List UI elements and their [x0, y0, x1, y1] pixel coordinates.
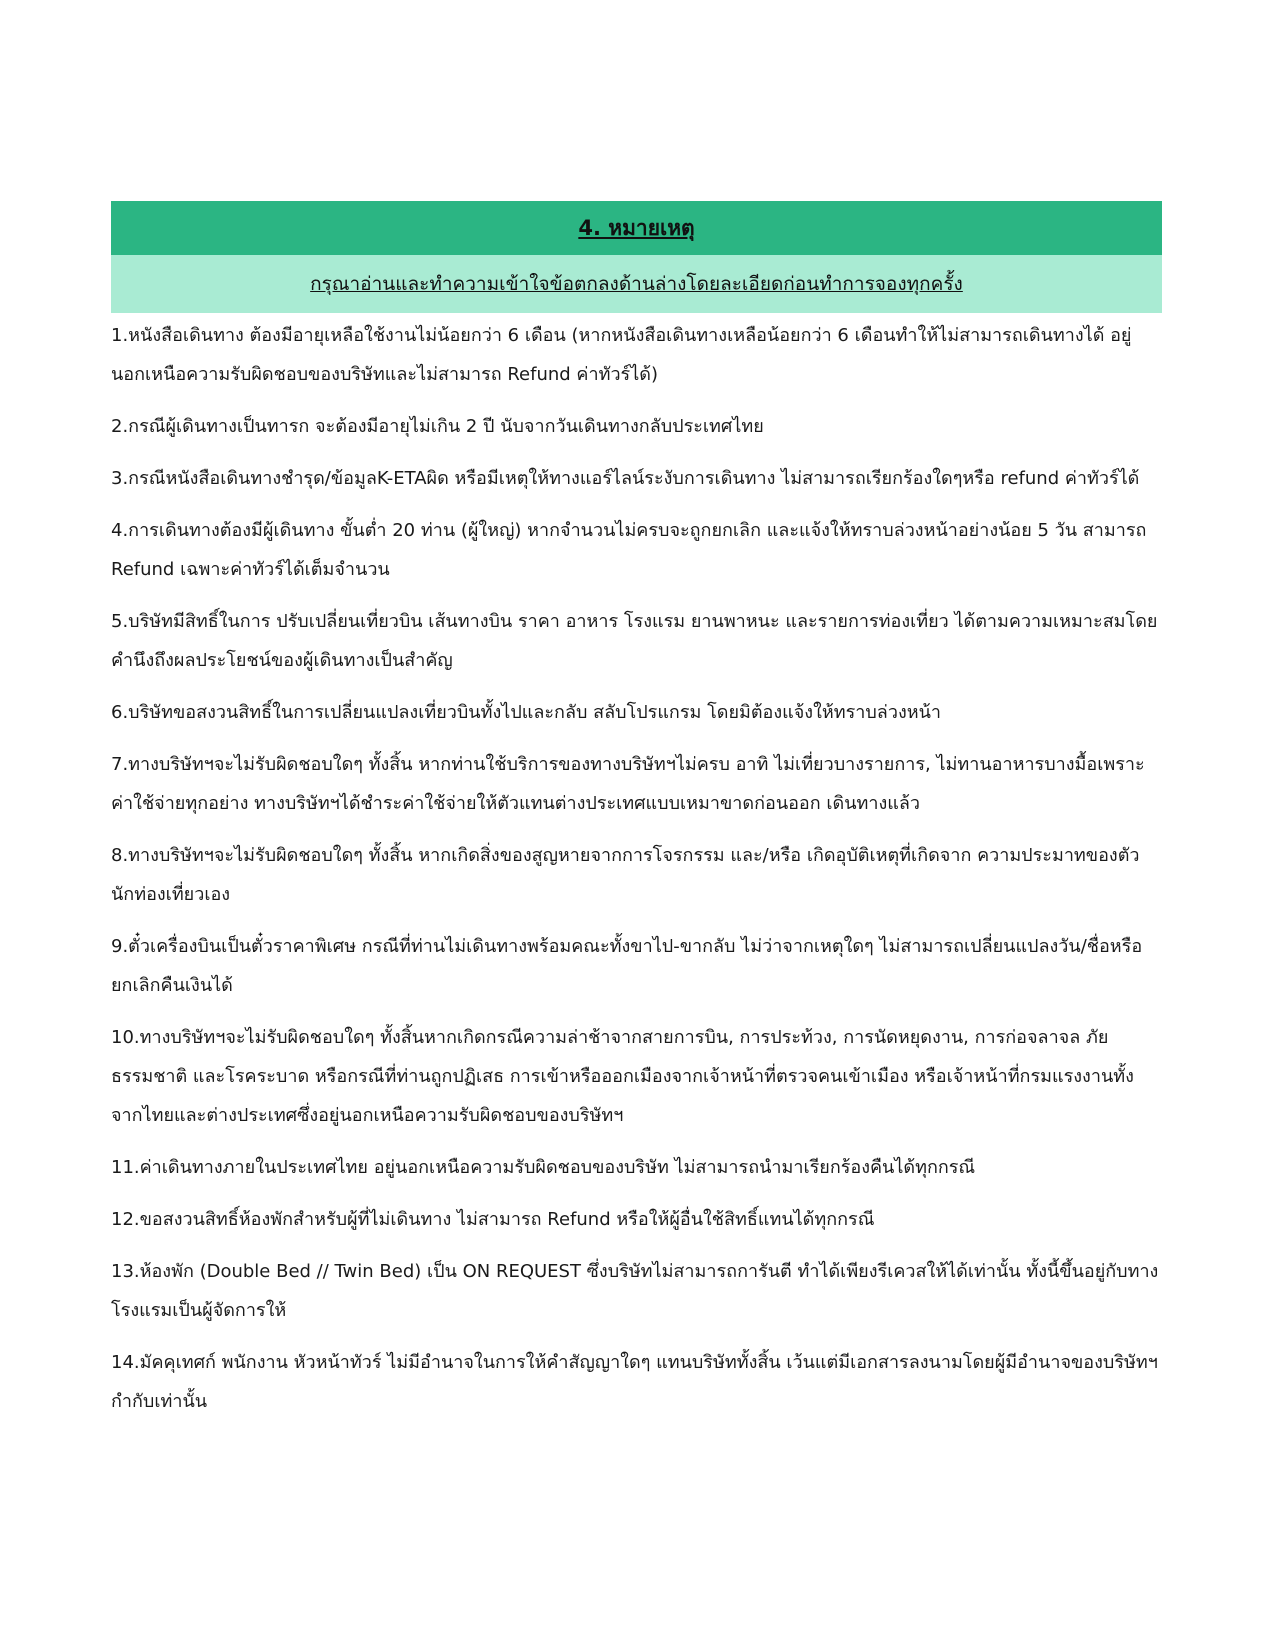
- term-item: 8.ทางบริษัทฯจะไม่รับผิดชอบใดๆ ทั้งสิ้น หากเกิดสิ่งของสูญหายจากการโจรกรรม และ/หรือ เกิดอุบัติเหตุที่เกิดจาก ความประมาทของตัวนักท่องเที่ยวเอง: [111, 845, 1140, 905]
- term-item: 5.บริษัทมีสิทธิ์ในการ ปรับเปลี่ยนเที่ยวบิน เส้นทางบิน ราคา อาหาร โรงแรม ยานพาหนะ และรายการท่องเที่ยว ได้ตามความเหมาะสมโดยคำนึงถึงผลประโยชน์ของผู้เดินทางเป็นสำคัญ: [111, 611, 1158, 671]
- section-header-bar: [111, 201, 1162, 255]
- terms-list: [111, 316, 1162, 1421]
- section-subtitle: กรุณาอ่านและทำความเข้าใจข้อตกลงด้านล่างโดยละเอียดก่อนทำการจองทุกครั้ง: [310, 273, 963, 295]
- term-item: 12.ขอสงวนสิทธิ์ห้องพักสำหรับผู้ที่ไม่เดินทาง ไม่สามารถ Refund หรือให้ผู้อื่นใช้สิทธิ์แทนได้ทุกกรณี: [111, 1209, 875, 1230]
- term-item: 6.บริษัทขอสงวนสิทธิ์ในการเปลี่ยนแปลงเที่ยวบินทั้งไปและกลับ สลับโปรแกรม โดยมิต้องแจ้งให้ทราบล่วงหน้า: [111, 702, 942, 723]
- section-subheader-bar: [111, 255, 1162, 313]
- term-item: 9.ตั๋วเครื่องบินเป็นตั๋วราคาพิเศษ กรณีที่ท่านไม่เดินทางพร้อมคณะทั้งขาไป-ขากลับ ไม่ว่าจากเหตุใดๆ ไม่สามารถเปลี่ยนแปลงวัน/ชื่อหรือยกเลิกคืนเงินได้: [111, 936, 1143, 996]
- term-item: 11.ค่าเดินทางภายในประเทศไทย อยู่นอกเหนือความรับผิดชอบของบริษัท ไม่สามารถนำมาเรียกร้องคืนได้ทุกกรณี: [111, 1157, 976, 1178]
- term-item: 3.กรณีหนังสือเดินทางชำรุด/ข้อมูลK-ETAผิด หรือมีเหตุให้ทางแอร์ไลน์ระงับการเดินทาง ไม่สามารถเรียกร้องใดๆหรือ refund ค่าทัวร์ได้: [111, 468, 1140, 489]
- term-item: 2.กรณีผู้เดินทางเป็นทารก จะต้องมีอายุไม่เกิน 2 ปี นับจากวันเดินทางกลับประเทศไทย: [111, 416, 764, 437]
- term-item: 14.มัคคุเทศก์ พนักงาน หัวหน้าทัวร์ ไม่มีอำนาจในการให้คำสัญญาใดๆ แทนบริษัททั้งสิ้น เว้นแต่มีเอกสารลงนามโดยผู้มีอำนาจของบริษัทฯกำกับเท่านั้น: [111, 1352, 1158, 1412]
- term-item: 1.หนังสือเดินทาง ต้องมีอายุเหลือใช้งานไม่น้อยกว่า 6 เดือน (หากหนังสือเดินทางเหลือน้อยกว่า 6 เดือนทำให้ไม่สามารถเดินทางได้ อยู่นอกเหนือความรับผิดชอบของบริษัทและไม่สามารถ Refund ค่าทัวร์ได้): [111, 325, 1132, 385]
- term-item: 4.การเดินทางต้องมีผู้เดินทาง ขั้นต่ำ 20 ท่าน (ผู้ใหญ่) หากจำนวนไม่ครบจะถูกยกเลิก และแจ้งให้ทราบล่วงหน้าอย่างน้อย 5 วัน สามารถ Refund เฉพาะค่าทัวร์ได้เต็มจำนวน: [111, 520, 1147, 580]
- section-title: 4. หมายเหตุ: [578, 215, 695, 240]
- term-item: 10.ทางบริษัทฯจะไม่รับผิดชอบใดๆ ทั้งสิ้นหากเกิดกรณีความล่าช้าจากสายการบิน, การประท้วง, การนัดหยุดงาน, การก่อจลาจล ภัยธรรมชาติ และโรคระบาด หรือกรณีที่ท่านถูกปฏิเสธ การเข้าหรือออกเมืองจากเจ้าหน้าที่ตรวจคนเข้าเมือง หรือเจ้าหน้าที่กรมแรงงานทั้งจากไทยและต่างประเทศซึ่งอยู่นอกเหนือความรับผิดชอบของบริษัทฯ: [111, 1027, 1134, 1126]
- term-item: 13.ห้องพัก (Double Bed // Twin Bed) เป็น ON REQUEST ซึ่งบริษัทไม่สามารถการันตี ทำได้เพียงรีเควสให้ได้เท่านั้น ทั้งนี้ขึ้นอยู่กับทางโรงแรมเป็นผู้จัดการให้: [111, 1261, 1159, 1321]
- term-item: 7.ทางบริษัทฯจะไม่รับผิดชอบใดๆ ทั้งสิ้น หากท่านใช้บริการของทางบริษัทฯไม่ครบ อาทิ ไม่เที่ยวบางรายการ, ไม่ทานอาหารบางมื้อเพราะค่าใช้จ่ายทุกอย่าง ทางบริษัทฯได้ชำระค่าใช้จ่ายให้ตัวแทนต่างประเทศแบบเหมาขาดก่อนออก เดินทางแล้ว: [111, 754, 1145, 814]
- remarks-section: [111, 201, 1162, 1421]
